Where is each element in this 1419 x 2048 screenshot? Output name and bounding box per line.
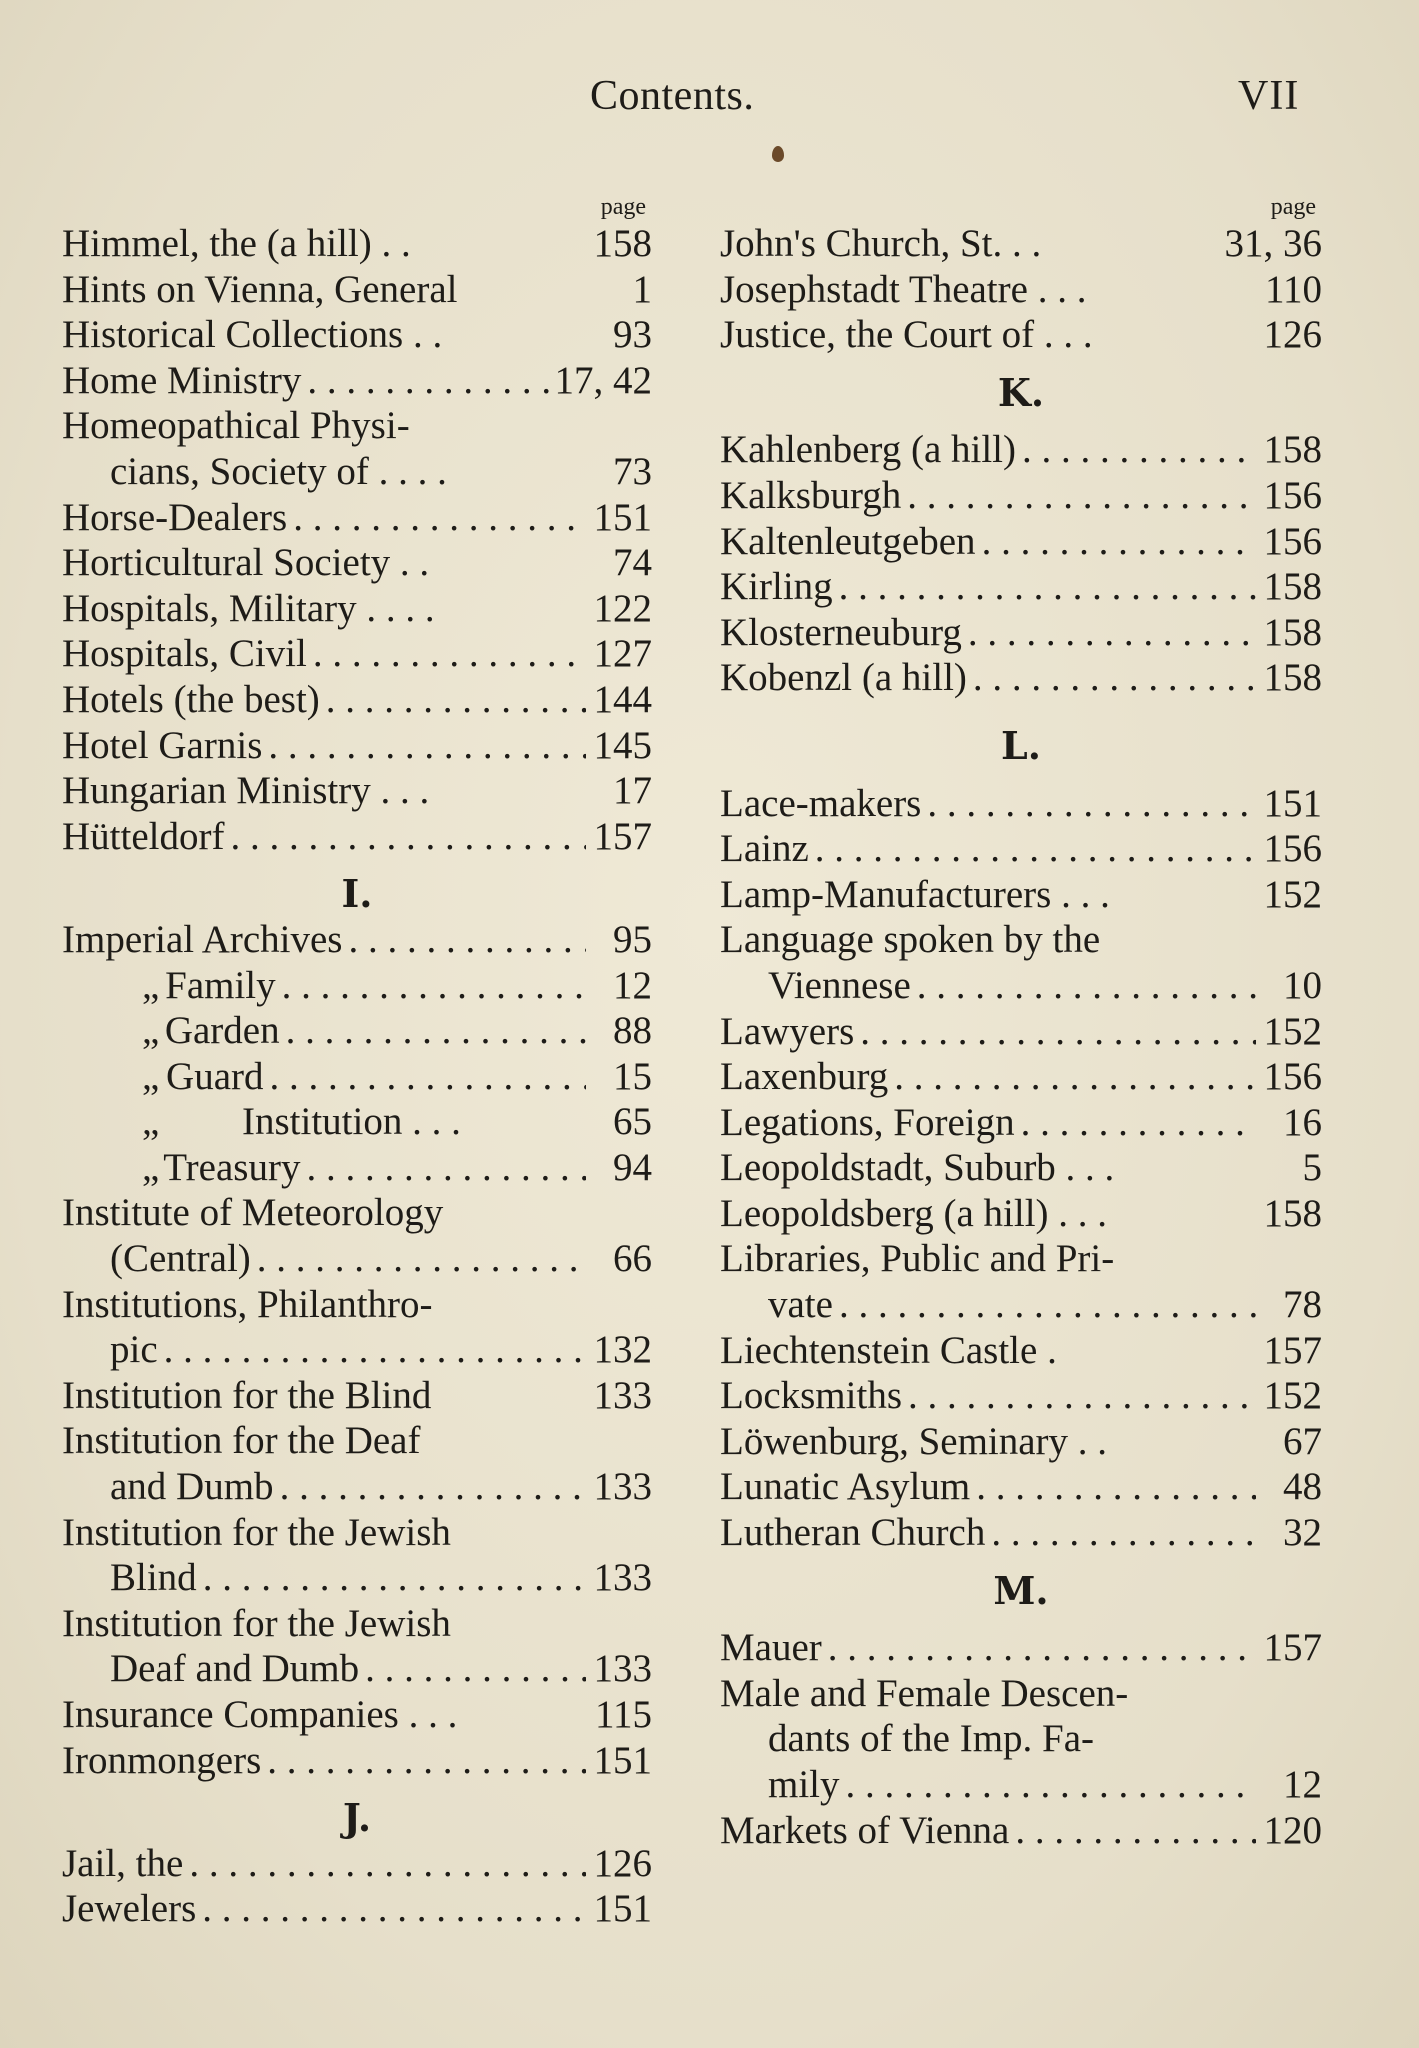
index-entry (62, 1601, 652, 1647)
entry-text: (Central) (110, 1237, 251, 1281)
dot-leader (230, 814, 586, 860)
entry-text: Kalksburgh (720, 473, 902, 517)
index-entry (720, 312, 1322, 358)
dot-leader (968, 610, 1256, 656)
index-entry (720, 610, 1322, 656)
dot-leader (907, 473, 1256, 519)
index-entry (720, 1009, 1322, 1055)
entry-page: 132 (593, 1328, 652, 1372)
entry-text: mily (768, 1763, 840, 1806)
entry-page: 48 (1283, 1465, 1322, 1509)
entry-text: Hospitals, Military . . . . (62, 586, 435, 630)
dot-leader (1022, 427, 1256, 473)
dot-leader (982, 519, 1256, 565)
entry-text: Kirling (720, 565, 833, 609)
dot-leader (894, 1054, 1256, 1100)
entry-text: Garden (164, 1009, 280, 1053)
entry-text: Institution for the Jewish (62, 1601, 451, 1645)
entry-page: 156 (1263, 1055, 1322, 1099)
index-entry (720, 1054, 1322, 1100)
entry-page: 152 (1263, 872, 1322, 916)
entry-page: 95 (613, 917, 652, 961)
entry-text: Kobenzl (a hill) (720, 656, 967, 700)
index-group-j-cont (720, 221, 1322, 358)
entry-page: 10 (1283, 963, 1322, 1007)
entry-page: 115 (594, 1693, 652, 1736)
ornament-mark (772, 146, 784, 162)
index-entry (62, 403, 652, 449)
entry-page: 133 (593, 1465, 652, 1509)
dot-leader (326, 677, 586, 723)
entry-page: 156 (1263, 519, 1322, 563)
dot-leader (189, 1841, 586, 1887)
entry-text: cians, Society of . . . . (110, 449, 447, 493)
index-entry (62, 267, 652, 313)
entry-page: 152 (1263, 1374, 1322, 1418)
dot-leader (828, 1625, 1256, 1671)
entry-page: 133 (593, 1556, 652, 1600)
entry-text: Jail, the (62, 1841, 184, 1885)
index-entry (62, 540, 652, 586)
entry-page: 93 (613, 313, 652, 357)
entry-text: Insurance Companies . . . (62, 1693, 458, 1736)
index-entry (720, 1625, 1322, 1671)
dot-leader (1015, 1808, 1256, 1854)
entry-text: Klosterneuburg (720, 610, 962, 654)
entry-text: Lamp-Manufacturers . . . (720, 872, 1110, 916)
entry-text: Institution for the Deaf (62, 1419, 421, 1463)
dot-leader (976, 1464, 1256, 1510)
entry-text: dants of the Imp. Fa- (768, 1717, 1095, 1761)
index-entry-continuation (62, 1236, 652, 1282)
entry-text: Deaf and Dumb (110, 1647, 360, 1691)
index-entry (720, 1100, 1322, 1146)
index-entry (720, 1191, 1322, 1237)
dot-leader (293, 495, 586, 541)
dot-leader (839, 1282, 1256, 1328)
page-label: page (1270, 194, 1316, 220)
index-group-m (720, 1625, 1322, 1853)
entry-page: 74 (613, 541, 652, 585)
dot-leader (973, 655, 1256, 701)
index-entry-continuation (62, 1327, 652, 1373)
entry-page: 32 (1283, 1511, 1322, 1555)
dot-leader (307, 358, 548, 404)
index-entry (62, 358, 652, 404)
entry-page: 151 (1263, 781, 1322, 825)
index-entry-continuation (62, 449, 652, 495)
entry-text: Male and Female Descen- (720, 1671, 1129, 1715)
entry-text: Himmel, the (a hill) . . (62, 222, 411, 265)
entry-text: Institute of Meteorology (62, 1191, 444, 1235)
entry-text: Home Ministry (62, 358, 302, 402)
entry-page: 17, 42 (554, 358, 652, 402)
entry-page: 122 (593, 586, 652, 630)
entry-text: Hotels (the best) (62, 677, 320, 721)
entry-text: Family (165, 963, 276, 1007)
entry-text: Hungarian Ministry . . . (62, 769, 430, 813)
index-entry (62, 768, 652, 814)
entry-page: 127 (593, 632, 652, 676)
entry-text: Mauer (720, 1626, 822, 1670)
entry-page: 152 (1263, 1009, 1322, 1053)
entry-page: 133 (593, 1647, 652, 1691)
entry-text: Institution for the Jewish (62, 1510, 451, 1554)
entry-page: 66 (613, 1237, 652, 1281)
section-heading-k: K. (997, 369, 1045, 415)
index-entry (720, 1373, 1322, 1419)
entry-page: 151 (593, 1887, 652, 1931)
ditto-mark: „ (142, 1100, 160, 1144)
entry-page: 15 (613, 1054, 652, 1098)
entry-page: 1 (632, 267, 652, 311)
index-entry (62, 312, 652, 358)
section-heading-l: L. (1001, 722, 1041, 768)
entry-page: 31, 36 (1224, 222, 1322, 265)
index-group-k (720, 427, 1322, 701)
dot-leader (257, 1236, 586, 1282)
section-heading-j: J. (342, 1795, 372, 1841)
index-entry (62, 1841, 652, 1887)
entry-text: Locksmiths (720, 1374, 902, 1418)
index-entry (720, 221, 1322, 267)
entry-text: Language spoken by the (720, 918, 1101, 962)
index-entry (62, 1418, 652, 1464)
index-entry-ditto (62, 963, 652, 1009)
entry-text: Hospitals, Civil (62, 632, 307, 676)
entry-text: vate (768, 1283, 833, 1327)
entry-text: Legations, Foreign (720, 1100, 1015, 1144)
entry-text: Markets of Vienna (720, 1808, 1010, 1852)
entry-text: Lawyers (720, 1009, 855, 1053)
index-column-right (720, 195, 1322, 1853)
index-entry-continuation (720, 963, 1322, 1009)
entry-text: Löwenburg, Seminary . . (720, 1419, 1108, 1463)
entry-page: 156 (1263, 827, 1322, 871)
entry-text: pic (110, 1328, 158, 1372)
index-entry (720, 1808, 1322, 1854)
index-entry (720, 564, 1322, 610)
section-heading-i: I. (341, 871, 373, 917)
entry-text: Blind (110, 1556, 197, 1600)
entry-page: 12 (613, 963, 652, 1007)
entry-page: 16 (1283, 1100, 1322, 1144)
index-entry-continuation (62, 1464, 652, 1510)
index-entry (720, 1419, 1322, 1465)
dot-leader (282, 963, 586, 1009)
index-group-j (62, 1841, 652, 1932)
entry-page: 17 (613, 769, 652, 813)
entry-text: John's Church, St. . . (720, 222, 1042, 265)
entry-page: 158 (593, 222, 652, 265)
entry-page: 133 (593, 1373, 652, 1417)
index-entry (62, 917, 652, 963)
entry-page: 88 (613, 1009, 652, 1053)
index-entry (62, 1510, 652, 1556)
index-entry (62, 631, 652, 677)
entry-text: Horticultural Society . . (62, 541, 430, 585)
index-entry (720, 1145, 1322, 1191)
dot-leader (365, 1646, 586, 1692)
entry-page: 157 (1263, 1328, 1322, 1372)
entry-text: Leopoldsberg (a hill) . . . (720, 1191, 1108, 1235)
entry-page: 158 (1263, 1191, 1322, 1235)
entry-text: Josephstadt Theatre . . . (720, 267, 1087, 311)
index-entry-continuation (720, 1716, 1322, 1762)
index-entry (720, 1328, 1322, 1374)
entry-text: Hütteldorf (62, 814, 225, 858)
ditto-mark: „ (142, 1009, 160, 1053)
entry-page: 158 (1263, 610, 1322, 654)
index-entry (62, 814, 652, 860)
entry-text: Institution . . . (242, 1100, 461, 1144)
index-entry (720, 872, 1322, 918)
index-entry-continuation (720, 1762, 1322, 1808)
index-column-left (62, 195, 652, 1932)
dot-leader (164, 1327, 586, 1373)
entry-text: Hotel Garnis (62, 723, 263, 767)
entry-page: 73 (613, 449, 652, 493)
entry-page: 151 (593, 495, 652, 539)
index-entry-ditto (62, 1008, 652, 1054)
entry-text: Lainz (720, 827, 809, 871)
entry-page: 157 (1263, 1626, 1322, 1670)
running-head (0, 72, 1419, 132)
entry-text: Horse-Dealers (62, 495, 288, 539)
index-group-h (62, 221, 652, 859)
entry-text: Lace-makers (720, 781, 922, 825)
ditto-mark: „ (142, 1054, 160, 1098)
entry-page: 151 (593, 1738, 652, 1782)
index-entry-continuation (62, 1646, 652, 1692)
entry-page: 156 (1263, 473, 1322, 517)
entry-page: 144 (593, 677, 652, 721)
dot-leader (839, 564, 1256, 610)
index-entry (720, 917, 1322, 963)
dot-leader (313, 631, 586, 677)
index-entry (62, 1373, 652, 1419)
entry-page: 126 (1263, 313, 1322, 357)
entry-text: Kaltenleutgeben (720, 519, 976, 563)
entry-page: 126 (593, 1841, 652, 1885)
entry-text: Historical Collections . . (62, 313, 443, 357)
entry-page: 78 (1283, 1283, 1322, 1327)
index-entry-ditto (62, 1145, 652, 1191)
dot-leader (927, 781, 1256, 827)
index-entry (62, 677, 652, 723)
page-number: VII (1238, 73, 1300, 119)
page-title: Contents. (590, 73, 755, 119)
index-entry (720, 655, 1322, 701)
entry-page: 65 (613, 1100, 652, 1144)
entry-text: Guard (166, 1054, 264, 1098)
ditto-mark: „ (142, 1145, 160, 1189)
dot-leader (860, 1009, 1256, 1055)
entry-page: 5 (1302, 1146, 1322, 1190)
entry-page: 110 (1264, 267, 1322, 311)
index-entry (62, 495, 652, 541)
index-entry (62, 1738, 652, 1784)
entry-text: Ironmongers (62, 1738, 262, 1782)
entry-page: 94 (613, 1145, 652, 1189)
dot-leader (203, 1555, 586, 1601)
index-entry (720, 1236, 1322, 1282)
index-entry (720, 1671, 1322, 1717)
entry-text: Leopoldstadt, Suburb . . . (720, 1146, 1115, 1190)
entry-text: Viennese (768, 963, 911, 1007)
dot-leader (270, 1054, 586, 1100)
entry-text: Institutions, Philanthro- (62, 1282, 433, 1326)
index-entry (62, 586, 652, 632)
entry-text: Lutheran Church (720, 1511, 986, 1555)
entry-text: Justice, the Court of . . . (720, 313, 1093, 357)
index-entry (720, 267, 1322, 313)
dot-leader (1021, 1100, 1256, 1146)
entry-text: Laxenburg (720, 1055, 889, 1099)
entry-text: Homeopathical Physi- (62, 404, 410, 448)
entry-text: Lunatic Asylum (720, 1465, 971, 1509)
entry-text: and Dumb (110, 1465, 274, 1509)
entry-text: Imperial Archives (62, 917, 343, 961)
entry-page: 158 (1263, 656, 1322, 700)
entry-page: 145 (593, 723, 652, 767)
page-label: page (600, 194, 646, 220)
entry-text: Kahlenberg (a hill) (720, 428, 1017, 472)
index-entry-ditto (62, 1099, 652, 1145)
index-entry (720, 473, 1322, 519)
index-entry (62, 221, 652, 267)
entry-text: Treasury (163, 1145, 301, 1189)
dot-leader (267, 1738, 586, 1784)
index-group-l (720, 781, 1322, 1556)
entry-text: Jewelers (62, 1887, 197, 1931)
dot-leader (286, 1008, 586, 1054)
index-entry (720, 519, 1322, 565)
entry-text: Institution for the Blind (62, 1373, 432, 1417)
dot-leader (202, 1886, 586, 1932)
dot-leader (280, 1464, 586, 1510)
entry-page: 12 (1283, 1763, 1322, 1806)
section-heading-m: M. (993, 1567, 1049, 1613)
entry-page: 120 (1263, 1808, 1322, 1852)
index-entry (720, 1464, 1322, 1510)
index-entry-continuation (720, 1282, 1322, 1328)
index-entry (62, 1190, 652, 1236)
entry-page: 158 (1263, 428, 1322, 472)
index-entry (62, 1692, 652, 1738)
dot-leader (815, 826, 1256, 872)
index-entry (720, 781, 1322, 827)
entry-text: Liechtenstein Castle . (720, 1328, 1057, 1372)
index-entry (720, 826, 1322, 872)
dot-leader (268, 723, 586, 769)
entry-text: Libraries, Public and Pri- (720, 1237, 1115, 1281)
index-entry-ditto (62, 1054, 652, 1100)
entry-page: 67 (1283, 1419, 1322, 1463)
ditto-mark: „ (142, 963, 160, 1007)
index-entry (62, 1282, 652, 1328)
index-group-i (62, 917, 652, 1783)
dot-leader (846, 1762, 1256, 1808)
entry-page: 158 (1263, 565, 1322, 609)
dot-leader (348, 917, 586, 963)
index-entry-continuation (62, 1555, 652, 1601)
index-entry (62, 723, 652, 769)
entry-page: 157 (593, 814, 652, 858)
index-entry (62, 1886, 652, 1932)
index-entry (720, 427, 1322, 473)
dot-leader (908, 1373, 1256, 1419)
dot-leader (917, 963, 1256, 1009)
dot-leader (991, 1510, 1256, 1556)
dot-leader (306, 1145, 586, 1191)
entry-text: Hints on Vienna, General (62, 267, 458, 311)
index-entry (720, 1510, 1322, 1556)
